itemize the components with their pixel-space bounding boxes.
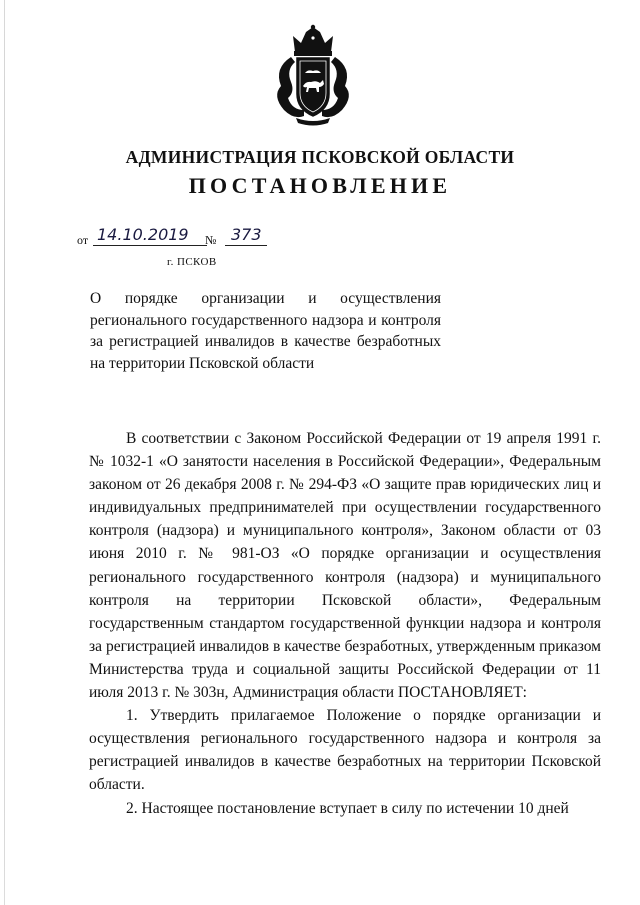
document-subject: О порядке организации и осуществления регионального государственного надзора и контроля за регистрацией инвалидов в качестве безработных на территории Псковской области (90, 290, 441, 372)
document-type-heading: ПОСТАНОВЛЕНИЕ (188, 173, 452, 198)
city-label: г. ПСКОВ (167, 256, 217, 268)
pskov-coat-of-arms-icon (264, 24, 362, 126)
handwritten-date: 14.10.2019 (93, 225, 207, 246)
preamble-paragraph: В соответствии с Законом Российской Федерации от 19 апреля 1991 г. № 1032-1 «О занятости населения в Российской Федерации», Федеральным законом от 26 декабря 2008 г. № 294-ФЗ «О защите прав юридических лиц и индивидуальных предпринимателей при осуществлении государственного контроля (надзора) и муниципального контроля», Законом области от 03 июня 2010 г. № 981-ОЗ «О порядке организации и осуществления регионального государственного контроля (надзора) и муниципального контроля на территории Псковской области», Федеральным государственным стандартом государственной функции надзора и контроля за регистрацией инвалидов в качестве безработных, утвержденным приказом Министерства труда и социальной защиты Российской Федерации от 11 июля 2013 г. № 303н, Администрация области ПОСТАНОВЛЯЕТ: (89, 430, 601, 702)
handwritten-number: 373 (225, 225, 267, 246)
document-body (89, 427, 601, 820)
item-1-paragraph: 1. Утвердить прилагаемое Положение о порядке организации и осуществления регионального государственного надзора и контроля за регистрацией инвалидов в качестве безработных на территории Псковской области. (89, 707, 601, 794)
date-prefix: от (77, 233, 89, 247)
scan-edge (4, 0, 5, 905)
organization-title: АДМИНИСТРАЦИЯ ПСКОВСКОЙ ОБЛАСТИ (125, 147, 515, 167)
registration-line (77, 225, 277, 249)
number-prefix: № (205, 233, 217, 247)
item-2-paragraph: 2. Настоящее постановление вступает в силу по истечении 10 дней (126, 799, 569, 817)
